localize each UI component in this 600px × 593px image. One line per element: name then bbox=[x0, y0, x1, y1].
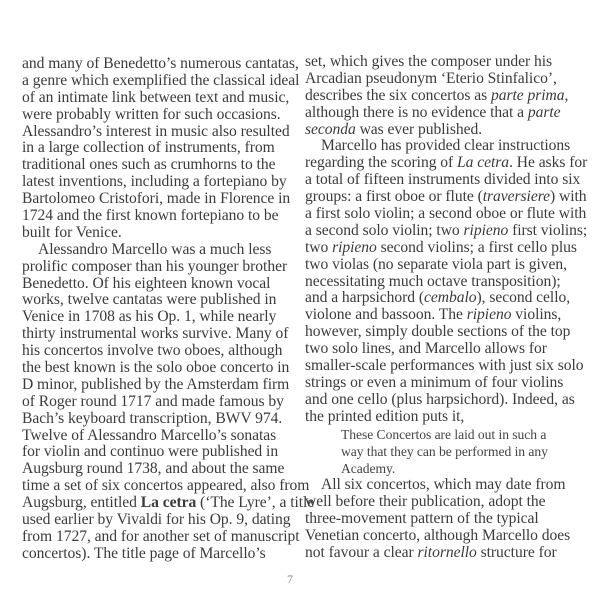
italic-term: traversiere bbox=[482, 188, 551, 206]
text-line bbox=[22, 208, 298, 225]
text-line bbox=[22, 107, 298, 124]
italic-term: ripieno bbox=[332, 238, 377, 256]
text-segment: Alessandro’s interest in music also resulted bbox=[22, 122, 290, 140]
bold-title: La cetra bbox=[140, 494, 197, 512]
text-line bbox=[22, 225, 298, 242]
text-line bbox=[305, 511, 587, 528]
text-segment: concertos). The title page of Marcello’s bbox=[22, 544, 266, 562]
italic-term: La cetra bbox=[457, 154, 510, 172]
text-line bbox=[305, 105, 587, 122]
text-segment: way that they can be performed in any bbox=[341, 443, 548, 459]
text-segment: two violas (no separate viola part is given, bbox=[305, 255, 567, 273]
text-segment: Alessandro Marcello was a much less bbox=[38, 240, 272, 258]
text-line bbox=[22, 477, 310, 495]
left-text-column bbox=[22, 55, 315, 563]
text-line bbox=[305, 189, 587, 206]
text-line bbox=[22, 428, 298, 445]
text-segment: traditional ones such as crumhorns to the bbox=[22, 156, 276, 174]
text-line bbox=[305, 206, 587, 223]
text-segment: Benedetto. Of his eighteen known vocal bbox=[22, 274, 271, 292]
text-line bbox=[22, 259, 298, 276]
text-segment: Augsburg, entitled bbox=[22, 494, 141, 512]
text-segment: , bbox=[564, 86, 569, 104]
text-segment: necessitating much octave transposition); bbox=[305, 272, 561, 290]
text-segment: from 1727, and for another set of manuscript bbox=[22, 527, 300, 545]
text-segment: violone and bassoon. The bbox=[305, 306, 467, 324]
text-line bbox=[305, 494, 587, 511]
text-segment: well before their publication, adopt the bbox=[305, 493, 546, 511]
text-line bbox=[22, 309, 298, 326]
text-segment: D minor, published by the Amsterdam firm bbox=[22, 375, 290, 393]
text-segment: in a large collection of instruments, from bbox=[22, 139, 275, 157]
text-line bbox=[305, 409, 587, 426]
text-segment: Venice in 1708 as his Op. 1, while nearly bbox=[22, 308, 277, 326]
text-line bbox=[305, 341, 587, 358]
text-segment: set, which gives the composer under his bbox=[305, 53, 553, 70]
text-segment: second violins; a first cello plus bbox=[376, 238, 577, 256]
text-line bbox=[305, 138, 587, 155]
text-line bbox=[22, 73, 298, 90]
block-quote-line bbox=[305, 443, 587, 460]
text-segment: thirty instrumental works survive. Many of bbox=[22, 325, 289, 343]
italic-term: ritornello bbox=[417, 543, 477, 561]
text-segment: (‘The Lyre’, a title bbox=[196, 494, 315, 512]
text-line bbox=[22, 494, 315, 512]
text-segment: was ever published. bbox=[355, 120, 483, 138]
text-line bbox=[22, 56, 298, 73]
text-line bbox=[22, 292, 298, 309]
text-segment: time a set of six concertos appeared, also from bbox=[22, 477, 310, 495]
text-segment: ) with bbox=[550, 188, 587, 206]
italic-term: seconda bbox=[305, 120, 356, 138]
text-line bbox=[305, 257, 587, 274]
text-line bbox=[22, 512, 298, 529]
italic-term: parte prima bbox=[490, 86, 565, 104]
text-segment: 1724 and the first known fortepiano to be bbox=[22, 207, 279, 225]
text-segment: Bach’s keyboard transcription, BWV 974. bbox=[22, 409, 283, 427]
text-segment: two bbox=[305, 238, 333, 256]
text-segment: These Concertos are laid out in such a bbox=[341, 426, 547, 442]
text-line bbox=[305, 307, 587, 324]
text-line bbox=[305, 54, 587, 71]
text-segment: strings or even a minimum of four violins bbox=[305, 373, 564, 391]
text-segment: two solo lines, and Marcello allows for bbox=[305, 340, 547, 358]
text-segment: smaller-scale performances with just six solo bbox=[305, 357, 584, 375]
text-line bbox=[22, 461, 298, 478]
text-line bbox=[22, 529, 298, 546]
text-line bbox=[22, 377, 298, 394]
text-line bbox=[22, 174, 298, 191]
text-segment: structure for bbox=[476, 543, 557, 561]
text-segment: for violin and continuo were published in bbox=[22, 443, 279, 461]
text-segment: a total of fifteen instruments divided into six bbox=[305, 171, 581, 189]
text-segment: prolific composer than his younger brother bbox=[22, 257, 288, 275]
text-line bbox=[22, 140, 298, 157]
page-number: 7 bbox=[287, 572, 293, 586]
text-segment: Marcello has provided clear instructions bbox=[321, 137, 571, 155]
text-line bbox=[305, 122, 587, 139]
italic-term: ripieno bbox=[463, 221, 509, 239]
text-segment: regarding the scoring of bbox=[305, 154, 458, 172]
text-line bbox=[305, 477, 587, 494]
text-segment: used earlier by Vivaldi for his Op. 9, dating bbox=[22, 511, 291, 529]
text-segment: Arcadian pseudonym ‘Eterio Stinfalico’, bbox=[305, 69, 557, 87]
text-segment: and one cello (plus harpsichord). Indeed, as bbox=[305, 390, 575, 408]
text-line bbox=[305, 324, 587, 341]
text-segment: works, twelve cantatas were published in bbox=[22, 291, 277, 309]
text-segment: and a harpsichord ( bbox=[305, 289, 424, 307]
text-line bbox=[305, 240, 587, 257]
text-segment: Augsburg round 1738, and about the same bbox=[22, 460, 285, 478]
text-line bbox=[305, 88, 587, 105]
text-line bbox=[22, 394, 298, 411]
text-line bbox=[22, 191, 298, 208]
text-segment: groups: a first oboe or flute ( bbox=[305, 188, 483, 206]
text-segment: of Roger round 1717 and made famous by bbox=[22, 392, 284, 410]
text-segment: three-movement pattern of the typical bbox=[305, 509, 539, 527]
italic-term: cembalo bbox=[424, 289, 477, 307]
text-line bbox=[22, 242, 298, 259]
text-segment: ), second cello, bbox=[476, 289, 571, 307]
text-line bbox=[22, 157, 298, 174]
text-line bbox=[305, 375, 587, 392]
text-line bbox=[305, 71, 587, 88]
text-line bbox=[22, 411, 298, 428]
text-segment: Academy. bbox=[341, 460, 396, 476]
text-segment: . He asks for bbox=[509, 154, 588, 172]
text-line bbox=[22, 276, 298, 293]
text-line bbox=[305, 274, 587, 291]
italic-term: parte bbox=[527, 103, 561, 121]
text-line bbox=[305, 155, 587, 172]
italic-term: ripieno bbox=[466, 306, 512, 324]
text-segment: Bartolomeo Cristofori, made in Florence in bbox=[22, 190, 291, 208]
text-line bbox=[22, 90, 298, 107]
text-line bbox=[305, 223, 587, 240]
text-segment: and many of Benedetto’s numerous cantatas, bbox=[22, 55, 299, 72]
text-segment: his concertos involve two oboes, although bbox=[22, 342, 283, 360]
text-line bbox=[305, 528, 587, 545]
text-line bbox=[305, 392, 587, 409]
text-segment: the printed edition puts it, bbox=[305, 407, 465, 425]
text-segment: first violins; bbox=[508, 221, 588, 239]
text-segment: a first solo violin; a second oboe or flute with bbox=[305, 205, 587, 223]
text-segment: a second solo violin; two bbox=[305, 221, 464, 239]
text-line bbox=[22, 360, 298, 377]
block-quote-line bbox=[305, 426, 587, 443]
text-line bbox=[22, 124, 298, 141]
text-segment: although there is no evidence that a bbox=[305, 103, 528, 121]
text-line bbox=[305, 545, 587, 562]
text-line bbox=[305, 290, 587, 307]
text-segment: a genre which exemplified the classical ideal bbox=[22, 71, 300, 89]
text-segment: however, simply double sections of the top bbox=[305, 323, 571, 341]
text-segment: All six concertos, which may date from bbox=[321, 476, 566, 494]
text-line bbox=[22, 343, 298, 360]
text-segment: Venetian concerto, although Marcello does bbox=[305, 526, 571, 544]
text-segment: built for Venice. bbox=[22, 223, 122, 241]
block-quote-line bbox=[305, 460, 587, 477]
text-line bbox=[22, 326, 298, 343]
text-segment: not favour a clear bbox=[305, 543, 418, 561]
right-text-column bbox=[305, 54, 587, 562]
text-line bbox=[305, 172, 587, 189]
text-segment: the best known is the solo oboe concerto in bbox=[22, 359, 290, 377]
text-segment: were probably written for such occasions. bbox=[22, 105, 281, 123]
text-line bbox=[305, 358, 587, 375]
text-line bbox=[22, 546, 298, 563]
text-segment: of an intimate link between text and music, bbox=[22, 88, 290, 106]
text-segment: latest inventions, including a fortepiano by bbox=[22, 173, 287, 191]
text-segment: violins, bbox=[511, 306, 562, 324]
text-segment: describes the six concertos as bbox=[305, 86, 491, 104]
text-segment: Twelve of Alessandro Marcello’s sonatas bbox=[22, 426, 277, 444]
text-line bbox=[22, 444, 298, 461]
